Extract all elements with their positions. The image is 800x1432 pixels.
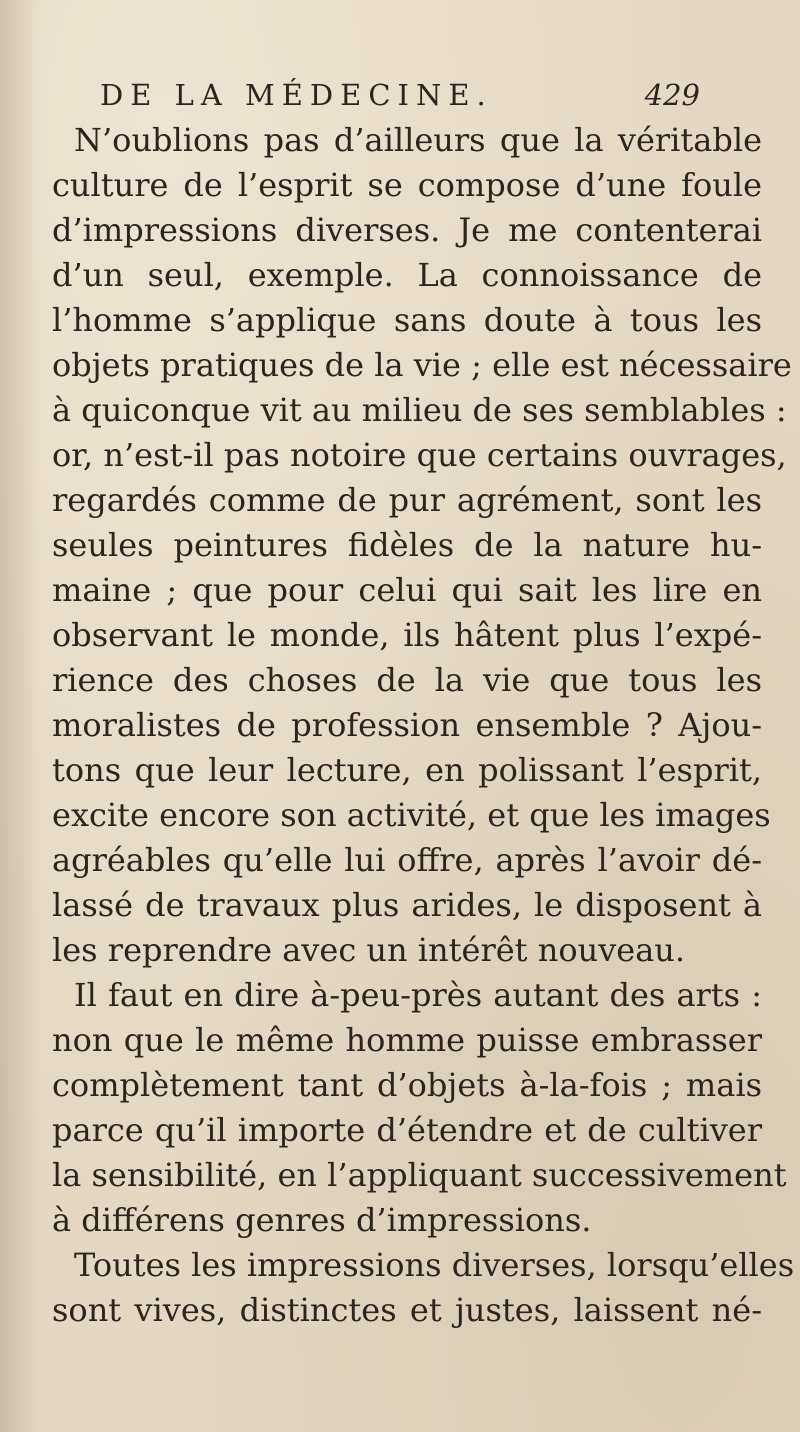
text-line: lassé de travaux plus arides, le disposent à [52, 886, 762, 924]
text-line: maine ; que pour celui qui sait les lire en [52, 571, 762, 609]
text-line: agréables qu’elle lui offre, après l’avoir dé- [52, 841, 762, 879]
text-line: d’impressions diverses. Je me contenterai [52, 211, 762, 249]
text-line: parce qu’il importe d’étendre et de cultiver [52, 1111, 762, 1149]
text-line: non que le même homme puisse embrasser [52, 1021, 762, 1059]
text-line: tons que leur lecture, en polissant l’esprit, [52, 751, 762, 789]
text-line: les reprendre avec un intérêt nouveau. [52, 931, 686, 969]
text-line: rience des choses de la vie que tous les [52, 661, 762, 699]
text-line: la sensibilité, en l’appliquant successivement [52, 1156, 787, 1194]
text-line: d’un seul, exemple. La connoissance de [52, 256, 762, 294]
text-line: or, n’est-il pas notoire que certains ouvrages, [52, 436, 787, 474]
page-number: 429 [644, 78, 700, 112]
text-line: sont vives, distinctes et justes, laissent né- [52, 1291, 762, 1329]
text-line: à quiconque vit au milieu de ses semblables : [52, 391, 787, 429]
text-line: culture de l’esprit se compose d’une foule [52, 166, 762, 204]
text-line: à différens genres d’impressions. [52, 1201, 592, 1239]
text-line: moralistes de profession ensemble ? Ajou- [52, 706, 762, 744]
text-line: Toutes les impressions diverses, lorsqu’elles [74, 1246, 795, 1284]
text-line: l’homme s’applique sans doute à tous les [52, 301, 762, 339]
text-line: seules peintures fidèles de la nature hu- [52, 526, 762, 564]
text-line: excite encore son activité, et que les images [52, 796, 771, 834]
text-line: complètement tant d’objets à-la-fois ; mais [52, 1066, 762, 1104]
text-line: regardés comme de pur agrément, sont les [52, 481, 762, 519]
text-line: observant le monde, ils hâtent plus l’expé- [52, 616, 762, 654]
text-line: N’oublions pas d’ailleurs que la véritable [74, 121, 762, 159]
binding-shadow [0, 0, 40, 1432]
text-line: objets pratiques de la vie ; elle est nécessaire [52, 346, 792, 384]
body-text [52, 118, 795, 1333]
running-title: DE LA MÉDECINE. [100, 78, 493, 112]
text-line: Il faut en dire à-peu-près autant des arts : [74, 976, 762, 1014]
